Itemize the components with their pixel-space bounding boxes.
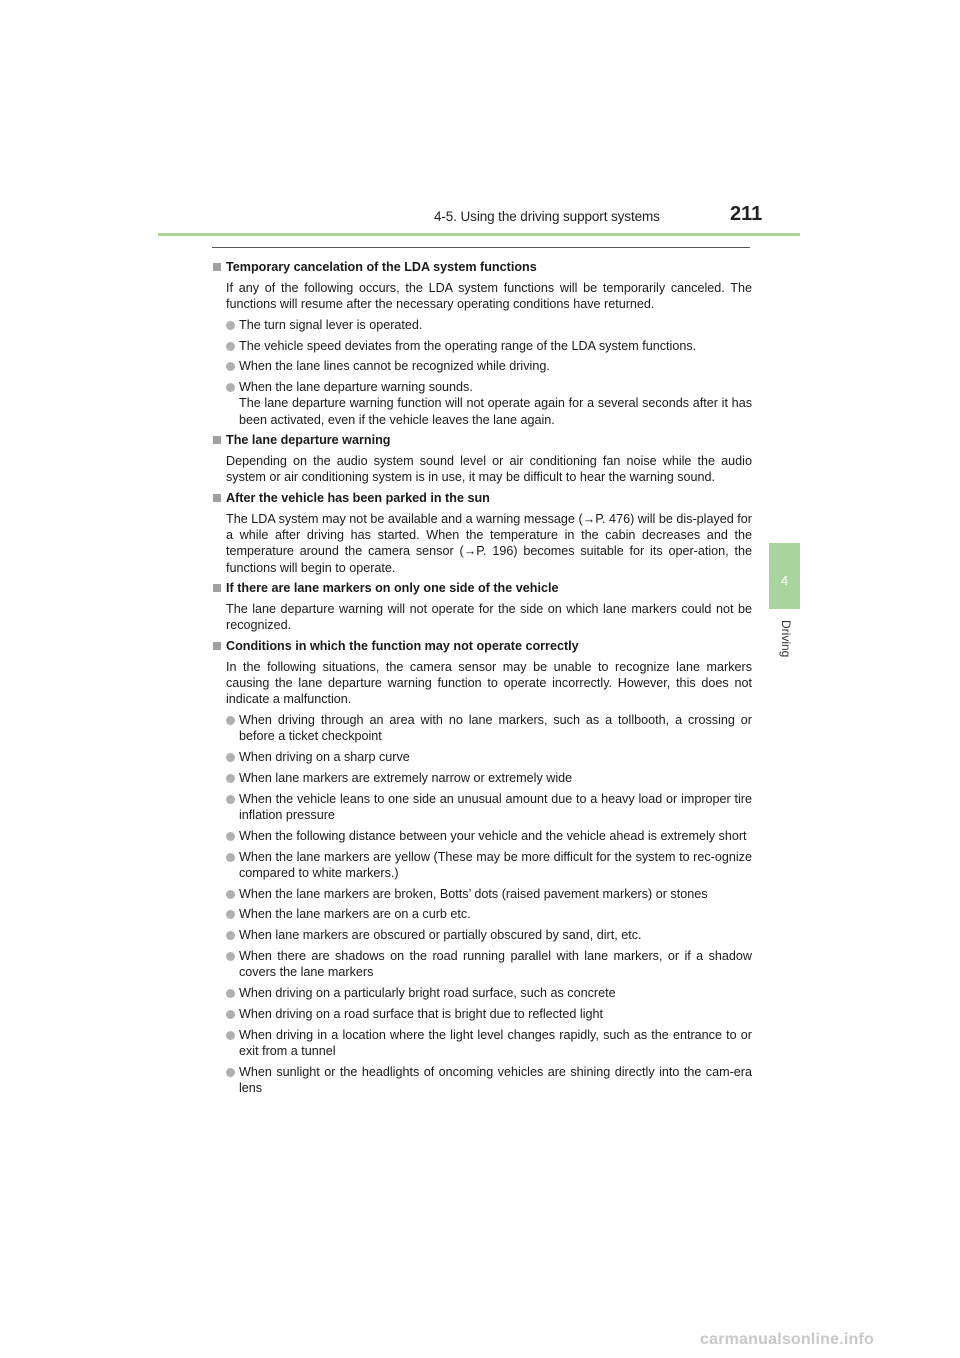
section-heading-text: After the vehicle has been parked in the sun	[226, 491, 490, 506]
circle-bullet-icon	[226, 832, 235, 841]
section-paragraph: The LDA system may not be available and a warning message (→P. 476) will be dis-played for a while after driving has started. When the temperature in the cabin decreases and the temperature around the camera sensor (→P. 196) becomes suitable for its oper-ation, the functions will begin to operate.	[226, 511, 752, 575]
circle-bullet-icon	[226, 989, 235, 998]
list-item	[212, 712, 752, 744]
list-item-text: When driving on a sharp curve	[239, 750, 410, 765]
list-item-subtext: The lane departure warning function will not operate again for a several seconds after it has been activated, even if the vehicle leaves the lane again.	[239, 396, 752, 427]
list-item-text: When the lane markers are broken, Botts’ dots (raised pavement markers) or stones	[239, 886, 708, 901]
section-paragraph: If any of the following occurs, the LDA system functions will be temporarily canceled. The functions will resume after the necessary operating conditions have returned.	[226, 280, 752, 311]
section	[212, 490, 752, 576]
circle-bullet-icon	[226, 890, 235, 899]
list-item-text: When driving through an area with no lane markers, such as a tollbooth, a crossing or before a ticket checkpoint	[239, 713, 752, 744]
list-item	[212, 886, 752, 902]
list-item-text: The vehicle speed deviates from the operating range of the LDA system functions.	[239, 338, 697, 353]
list-item	[212, 927, 752, 943]
section-heading-text: The lane departure warning	[226, 433, 391, 448]
square-bullet-icon	[213, 642, 221, 650]
section-heading-text: Conditions in which the function may not operate correctly	[226, 639, 579, 654]
list-item	[212, 1027, 752, 1059]
circle-bullet-icon	[226, 383, 235, 392]
section	[212, 259, 752, 428]
circle-bullet-icon	[226, 753, 235, 762]
circle-bullet-icon	[226, 1010, 235, 1019]
list-item-text: When lane markers are obscured or partially obscured by sand, dirt, etc.	[239, 928, 642, 943]
square-bullet-icon	[213, 263, 221, 271]
list-item-text: When the lane markers are yellow (These may be more difficult for the system to rec-ognize compared to white markers.)	[239, 849, 752, 880]
list-item	[212, 985, 752, 1001]
list-item-text: When the lane departure warning sounds.	[239, 380, 473, 395]
section-heading	[212, 259, 752, 275]
circle-bullet-icon	[226, 952, 235, 961]
chapter-label: Driving	[779, 620, 793, 658]
section-paragraph: Depending on the audio system sound level or air conditioning fan noise while the audio system or air conditioning system is in use, it may be difficult to hear the warning sound.	[226, 454, 752, 485]
section	[212, 432, 752, 485]
circle-bullet-icon	[226, 1068, 235, 1077]
circle-bullet-icon	[226, 716, 235, 725]
list-item	[212, 948, 752, 980]
list-item-text: When the vehicle leans to one side an unusual amount due to a heavy load or improper tire inflation pressure	[239, 791, 752, 822]
list-item-text: When the following distance between your vehicle and the vehicle ahead is extremely short	[239, 828, 747, 843]
list-item-text: When driving on a particularly bright road surface, such as concrete	[239, 985, 616, 1000]
section	[212, 638, 752, 1096]
list-item-text: The turn signal lever is operated.	[239, 317, 423, 332]
list-item	[212, 906, 752, 922]
header-rule	[158, 233, 800, 236]
circle-bullet-icon	[226, 362, 235, 371]
section-heading	[212, 580, 752, 596]
list-item	[212, 1006, 752, 1022]
circle-bullet-icon	[226, 931, 235, 940]
page-number: 211	[730, 203, 763, 225]
circle-bullet-icon	[226, 774, 235, 783]
list-item	[212, 770, 752, 786]
section-title: 4-5. Using the driving support systems	[434, 209, 660, 224]
circle-bullet-icon	[226, 321, 235, 330]
list-item	[212, 791, 752, 823]
square-bullet-icon	[213, 436, 221, 444]
list-item-text: When lane markers are extremely narrow or extremely wide	[239, 770, 573, 785]
content-rule	[212, 247, 750, 248]
list-item	[212, 317, 752, 333]
list-item-text: When driving on a road surface that is bright due to reflected light	[239, 1006, 604, 1021]
square-bullet-icon	[213, 494, 221, 502]
circle-bullet-icon	[226, 910, 235, 919]
circle-bullet-icon	[226, 853, 235, 862]
section-heading	[212, 490, 752, 506]
section-heading-text: If there are lane markers on only one side of the vehicle	[226, 581, 559, 596]
list-item-text: When the lane markers are on a curb etc.	[239, 907, 471, 922]
list-item	[212, 338, 752, 354]
circle-bullet-icon	[226, 1031, 235, 1040]
list-item	[212, 1064, 752, 1096]
section-heading	[212, 432, 752, 448]
list-item-text: When there are shadows on the road running parallel with lane markers, or if a shadow covers the lane markers	[239, 948, 752, 980]
circle-bullet-icon	[226, 795, 235, 804]
chapter-number: 4	[780, 573, 789, 588]
list-item-text: When the lane lines cannot be recognized while driving.	[239, 359, 550, 374]
page-content	[212, 259, 752, 1101]
section-heading-text: Temporary cancelation of the LDA system functions	[226, 260, 537, 274]
list-item	[212, 379, 752, 428]
watermark: carmanualsonline.info	[700, 1331, 875, 1348]
list-item	[212, 358, 752, 374]
section-paragraph: The lane departure warning will not operate for the side on which lane markers could not be recognized.	[226, 602, 752, 633]
square-bullet-icon	[213, 584, 221, 592]
list-item	[212, 849, 752, 881]
section	[212, 580, 752, 633]
list-item	[212, 828, 752, 844]
section-heading	[212, 638, 752, 654]
circle-bullet-icon	[226, 342, 235, 351]
list-item	[212, 749, 752, 765]
list-item-text: When driving in a location where the light level changes rapidly, such as the entrance to or exit from a tunnel	[239, 1027, 752, 1058]
section-paragraph: In the following situations, the camera sensor may be unable to recognize lane markers causing the lane departure warning function to operate incorrectly. However, this does not indicate a malfunction.	[226, 659, 752, 707]
list-item-text: When sunlight or the headlights of oncoming vehicles are shining directly into the cam-era lens	[239, 1064, 752, 1095]
